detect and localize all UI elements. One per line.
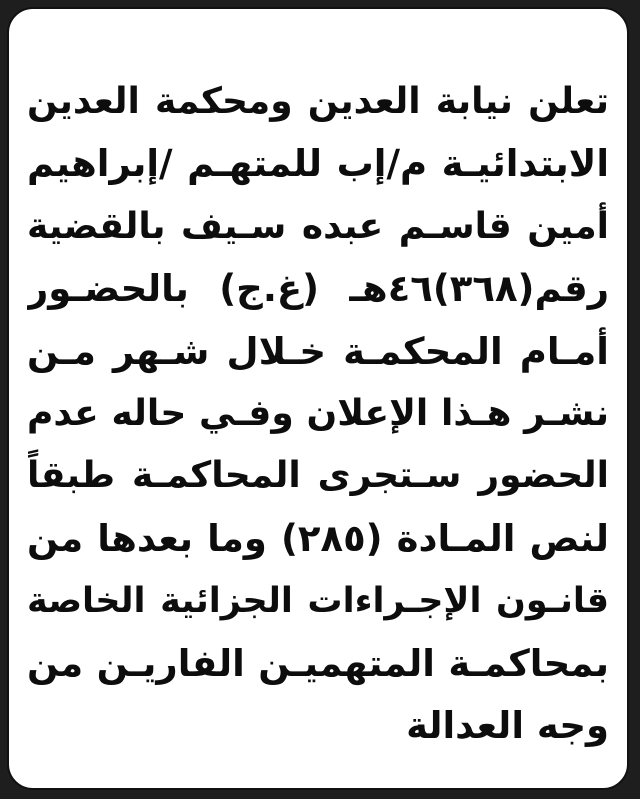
notice-line-9: قانـون الإجـراءات الجزائية الخاصة bbox=[27, 581, 609, 622]
notice-line-7: الحضور سـتجرى المحاكمـة طبقاً bbox=[27, 455, 609, 497]
notice-card bbox=[7, 7, 629, 790]
notice-line-11: وجه العدالة bbox=[406, 703, 609, 747]
notice-line-2: الابتدائيـة م/إب للمتهـم /إبراهيم bbox=[27, 142, 609, 186]
notice-line-1: تعلن نيابة العدين ومحكمة العدين bbox=[27, 81, 609, 122]
notice-line-4: رقم(٣٦٨)٤٦هـ (غ.ج) بالحضـور bbox=[27, 267, 609, 311]
notice-line-5: أمـام المحكمـة خـلال شـهر مـن bbox=[27, 329, 609, 373]
notice-line-10: بمحاكمـة المتهميـن الفاريـن من bbox=[27, 641, 609, 685]
notice-line-3: أمين قاسـم عبده سـيف بالقضية bbox=[27, 205, 609, 247]
notice-line-8: لنص المـادة (٢٨٥) وما بعدها من bbox=[27, 516, 609, 560]
court-notice-text bbox=[27, 71, 609, 757]
notice-line-6: نشـر هـذا الإعلان وفـي حاله عدم bbox=[27, 392, 609, 434]
